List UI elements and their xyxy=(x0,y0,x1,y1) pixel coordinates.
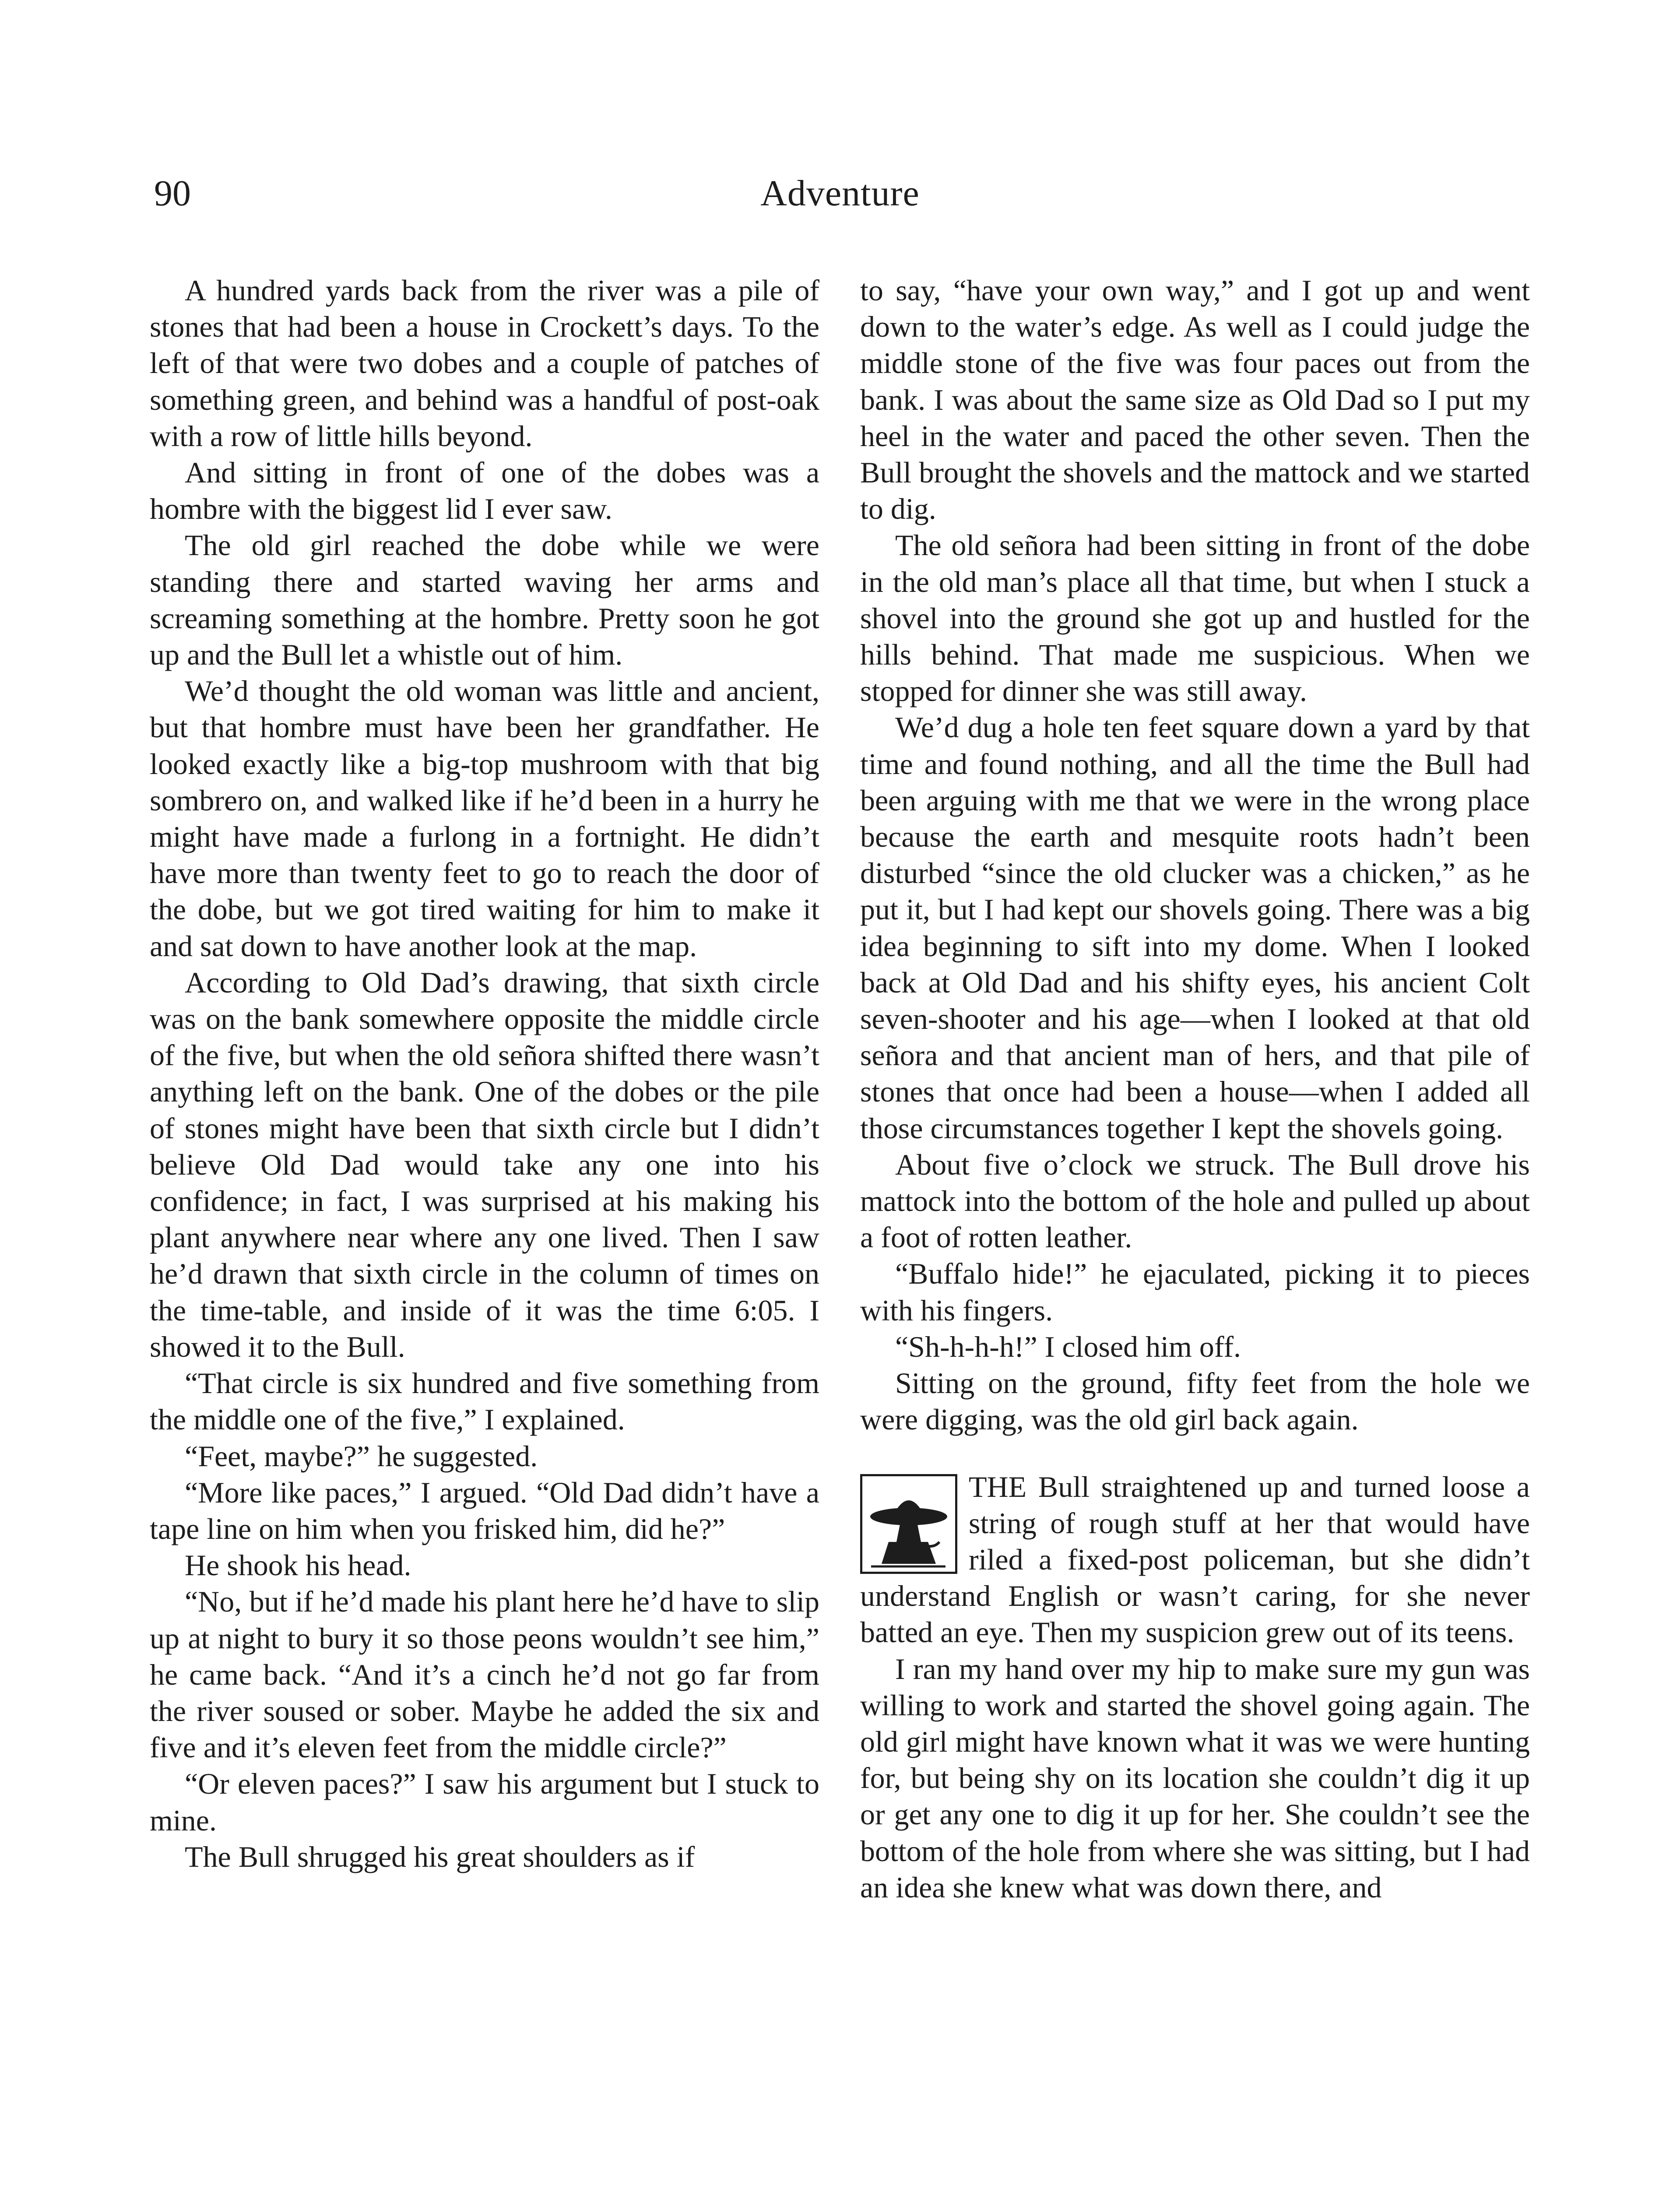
page-number: 90 xyxy=(154,173,191,214)
paragraph: The Bull shrugged his great shoulders as if xyxy=(185,1840,695,1873)
paragraph: to say, “have your own way,” and I got up and went down to the water’s edge. As well as I could judge the middle stone of the five was four paces out from the bank. I was about the same size as Old Dad so I put my heel in the water and paced the other seven. Then the Bull brought the shovels and the mattock and we started to dig. xyxy=(860,274,1530,526)
paragraph: “Or eleven paces?” I saw his argument but I stuck to mine. xyxy=(150,1767,819,1837)
paragraph: He shook his head. xyxy=(185,1548,411,1582)
paragraph: “No, but if he’d made his plant here he’d have to slip up at night to bury it so those peons wouldn’t see him,” he came back. “And it’s a cinch he’d not go far from the river soused or sober. Maybe he added the six and five and it’s eleven feet from the middle circle?” xyxy=(150,1585,819,1764)
paragraph: “More like paces,” I argued. “Old Dad didn’t have a tape line on him when you frisked him, did he?” xyxy=(150,1475,819,1545)
section-opening-paragraph xyxy=(860,1469,1530,1651)
paragraph: According to Old Dad’s drawing, that sixth circle was on the bank somewhere opposite the middle circle of the five, but when the old señora shifted there wasn’t anything left on the bank. One of the dobes or the pile of stones might have been that sixth circle but I didn’t believe Old Dad would take any one into his confidence; in fact, I was surprised at his making his plant anywhere near where any one lived. Then I saw he’d drawn that sixth circle in the column of times on the time-table, and inside of it was the time 6:05. I showed it to the Bull. xyxy=(150,965,819,1363)
paragraph: We’d thought the old woman was little and ancient, but that hombre must have been her grandfather. He looked exactly like a big-top mushroom with that big sombrero on, and walked like if he’d been in a hurry he might have made a furlong in a fortnight. He didn’t have more than twenty feet to go to reach the door of the dobe, but we got tired waiting for him to make it and sat down to have another look at the map. xyxy=(150,674,819,963)
paragraph: “Buffalo hide!” he ejaculated, picking it to pieces with his fingers. xyxy=(860,1257,1530,1327)
paragraph: “Feet, maybe?” he suggested. xyxy=(185,1439,538,1473)
paragraph: I ran my hand over my hip to make sure my gun was willing to work and started the shovel going again. The old girl might have known what it was we were hunting for, but being shy on its location she couldn’t dig it up or get any one to dig it up for her. She couldn’t see the bottom of the hole from where she was sitting, but I had an idea she knew what was down there, and xyxy=(860,1652,1530,1904)
paragraph: “Sh-h-h-h!” I closed him off. xyxy=(895,1330,1241,1363)
paragraph-text: THE Bull straightened up and turned loose a string of rough stuff at her that would have riled a fixed-post policeman, but she didn’t understand English or wasn’t caring, for she never batted an eye. Then my suspicion grew out of its teens. xyxy=(860,1470,1530,1649)
sombrero-figure-icon xyxy=(860,1474,957,1574)
paragraph: Sitting on the ground, fifty feet from the hole we were digging, was the old girl back again. xyxy=(860,1366,1530,1436)
paragraph: The old señora had been sitting in front of the dobe in the old man’s place all that time, but when I stuck a shovel into the ground she got up and hustled for the hills behind. That made me suspicious. When we stopped for dinner she was still away. xyxy=(860,528,1530,708)
section-break xyxy=(860,1438,1530,1469)
running-head: Adventure xyxy=(760,173,920,214)
paragraph: The old girl reached the dobe while we were standing there and started waving her arms and screaming something at the hombre. Pretty soon he got up and the Bull let a whistle out of him. xyxy=(150,528,819,672)
paragraph: And sitting in front of one of the dobes was a hombre with the biggest lid I ever saw. xyxy=(150,456,819,526)
paragraph: “That circle is six hundred and five something from the middle one of the five,” I explained. xyxy=(150,1366,819,1436)
paragraph: About five o’clock we struck. The Bull drove his mattock into the bottom of the hole and pulled up about a foot of rotten leather. xyxy=(860,1147,1530,1254)
paragraph: We’d dug a hole ten feet square down a yard by that time and found nothing, and all the time the Bull had been arguing with me that we were in the wrong place because the earth and mesquite roots hadn’t been disturbed “since the old clucker was a chicken,” as he put it, but I had kept our shovels going. There was a big idea beginning to sift into my dome. When I looked back at Old Dad and his shifty eyes, his ancient Colt seven-shooter and his age—when I looked at that old señora and that ancient man of hers, and that pile of stones that once had been a house—when I added all those circumstances together I kept the shovels going. xyxy=(860,711,1530,1145)
right-column xyxy=(860,272,1530,1906)
paragraph: A hundred yards back from the river was a pile of stones that had been a house in Crockett’s days. To the left of that were two dobes and a couple of patches of something green, and behind was a handful of post-oak with a row of little hills beyond. xyxy=(150,274,819,453)
left-column xyxy=(150,272,819,1875)
